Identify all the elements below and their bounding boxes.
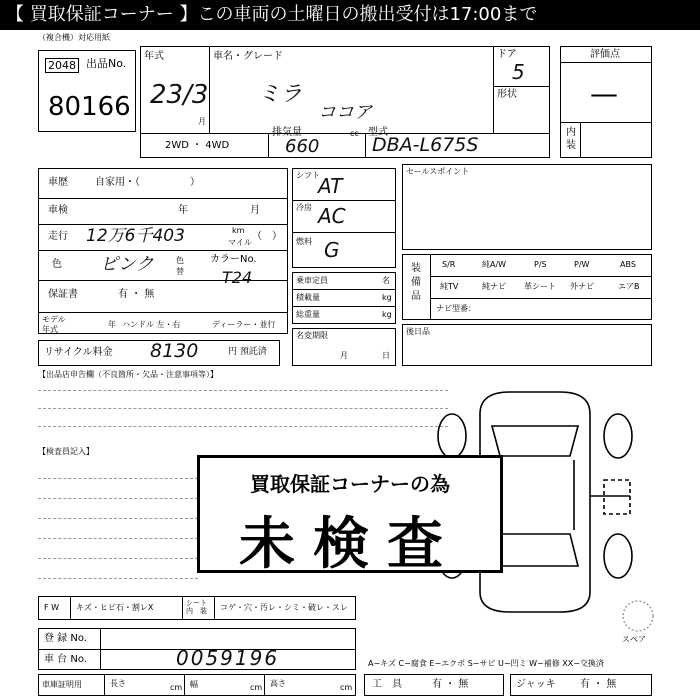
mileage-value: 12万6千403: [86, 226, 185, 246]
history-block: [38, 168, 288, 334]
equip-sr: S/R: [442, 260, 456, 269]
gross-unit: kg: [382, 310, 392, 319]
seat-label: シート 内 装: [186, 599, 207, 616]
displacement-value: 660: [285, 136, 320, 157]
color-value: ピンク: [100, 254, 154, 275]
fw-label: F W: [44, 603, 60, 612]
inspection-year-label: 年: [178, 205, 188, 216]
garage-width-unit: cm: [250, 683, 263, 692]
rating-value: —: [590, 77, 618, 110]
capacity-unit: 名: [382, 276, 390, 285]
capacity-label: 乗車定員: [296, 276, 328, 285]
recycle-unit: 円 預託済: [228, 347, 267, 357]
drive-label: 2WD ・ 4WD: [165, 140, 230, 151]
reg-deadline-label: 名変期限: [296, 331, 328, 340]
tools-options: 有 ・ 無: [432, 679, 469, 690]
color-code-value: T24: [222, 268, 253, 287]
lot-number: 80166: [48, 92, 131, 122]
warranty-label: 保証書: [48, 289, 78, 300]
garage-height-unit: cm: [340, 683, 353, 692]
aftermarket-box: [402, 324, 652, 366]
navi-model-label: ナビ型番：: [436, 304, 476, 313]
warranty-options: 有 ・ 無: [118, 289, 155, 300]
spare-label: スペア: [622, 635, 646, 644]
car-grade-value: ココア: [318, 102, 372, 123]
history-label: 車歴: [48, 177, 68, 188]
fw-desc: キズ・ヒビ石・割レX: [76, 603, 154, 612]
dealer-label: ディーラー・並行: [212, 320, 276, 329]
garage-width-label: 幅: [190, 680, 198, 689]
garage-height-label: 高さ: [270, 679, 286, 688]
reg-deadline-month: 月: [340, 351, 348, 360]
model-code-label: 型式: [368, 127, 388, 138]
doors-label: ドア: [497, 49, 517, 60]
color-code-label: カラーNo.: [210, 254, 257, 265]
gross-label: 総重量: [296, 310, 320, 319]
mileage-label: 走行: [48, 231, 68, 242]
car-name-label: 車名・グレード: [213, 51, 283, 62]
model-code-value: DBA-L675S: [372, 134, 479, 156]
not-inspected-stamp: [197, 455, 503, 577]
shift-value: AT: [318, 174, 343, 198]
doors-value: 5: [512, 60, 525, 84]
ac-value: AC: [318, 204, 346, 228]
inspector-notes-label: 【検査員記入】: [38, 447, 94, 456]
fuel-value: G: [324, 238, 340, 262]
jack-label: ジャッキ: [516, 679, 556, 690]
history-value: 自家用・（ ）: [95, 177, 200, 188]
equip-tv: 純TV: [440, 282, 459, 291]
equip-ext-navi: 外ナビ: [570, 282, 594, 291]
reg-deadline-day: 日: [382, 351, 390, 360]
chassis-label: 車 台 No.: [44, 654, 87, 665]
model-year-year-label: 年: [108, 320, 116, 329]
car-name-value: ミラ: [258, 82, 303, 107]
shape-label: 形状: [497, 89, 517, 100]
interior-label: 内 装: [566, 127, 576, 151]
shift-label: シフト: [296, 171, 320, 180]
garage-label: 車庫証明用: [42, 680, 82, 689]
tools-label: 工 具: [372, 679, 402, 690]
stamp-line1: 買取保証コーナーの為: [250, 472, 450, 496]
header-banner: 【 買取保証コーナー 】この車両の土曜日の搬出受付は17:00まで: [0, 0, 700, 30]
equip-aw: 純A/W: [482, 260, 507, 269]
equip-airbag: エアB: [618, 282, 640, 291]
recycle-value: 8130: [150, 340, 199, 362]
fuel-label: 燃料: [296, 237, 312, 246]
load-unit: kg: [382, 293, 392, 302]
jack-options: 有 ・ 無: [580, 679, 617, 690]
mileage-paren: （ ）: [252, 231, 282, 242]
inspection-month-label: 月: [250, 205, 260, 216]
garage-length-label: 長さ: [110, 679, 126, 688]
model-year-label: モデル 年式: [42, 315, 66, 334]
equip-leather: 革シート: [524, 282, 556, 291]
sales-point-box: [402, 164, 652, 250]
year-value: 23/3: [150, 80, 209, 110]
equip-pw: P/W: [574, 260, 590, 269]
form-type-label: （複合機）対応用紙: [38, 33, 110, 42]
registration-label: 登 録 No.: [44, 633, 87, 644]
inspection-label: 車検: [48, 205, 68, 216]
ac-label: 冷房: [296, 203, 312, 212]
mileage-unit-mile: マイル: [228, 238, 252, 247]
spare-tire-icon: [620, 598, 656, 634]
recycle-label: リサイクル料金: [44, 347, 113, 358]
aftermarket-label: 後日品: [406, 327, 430, 336]
equip-abs: ABS: [620, 260, 636, 269]
seat-desc: コゲ・穴・汚レ・シミ・破レ・スレ: [220, 603, 348, 612]
equipment-label: 装 備 品: [411, 263, 421, 302]
sales-point-label: セールスポイント: [406, 167, 470, 176]
stamp-line2: 未検査: [239, 512, 461, 577]
mileage-unit-km: km: [232, 226, 245, 235]
color-label: 色: [52, 259, 62, 270]
seller-notes-label: 【出品店申告欄（不良箇所・欠品・注意事項等）】: [38, 370, 218, 379]
year-month-label: 月: [198, 117, 206, 126]
lot-label: 出品No.: [86, 57, 127, 70]
lot-stamp: 2048: [45, 58, 79, 73]
rating-label: 評価点: [590, 49, 620, 60]
damage-legend: A−キズ C−腐食 E−エクボ S−サビ U−凹ミ W−補修 XX−交換済: [368, 659, 604, 668]
load-label: 積載量: [296, 293, 320, 302]
handle-label: ハンドル 左・右: [122, 320, 181, 329]
equip-navi: 純ナビ: [482, 282, 506, 291]
displacement-label: 排気量: [272, 127, 302, 138]
year-label: 年式: [144, 51, 164, 62]
displacement-unit: cc: [350, 129, 359, 138]
equip-ps: P/S: [534, 260, 547, 269]
repaint-label: 色 替: [176, 256, 184, 277]
garage-length-unit: cm: [170, 683, 183, 692]
chassis-value: 0059196: [176, 646, 280, 670]
